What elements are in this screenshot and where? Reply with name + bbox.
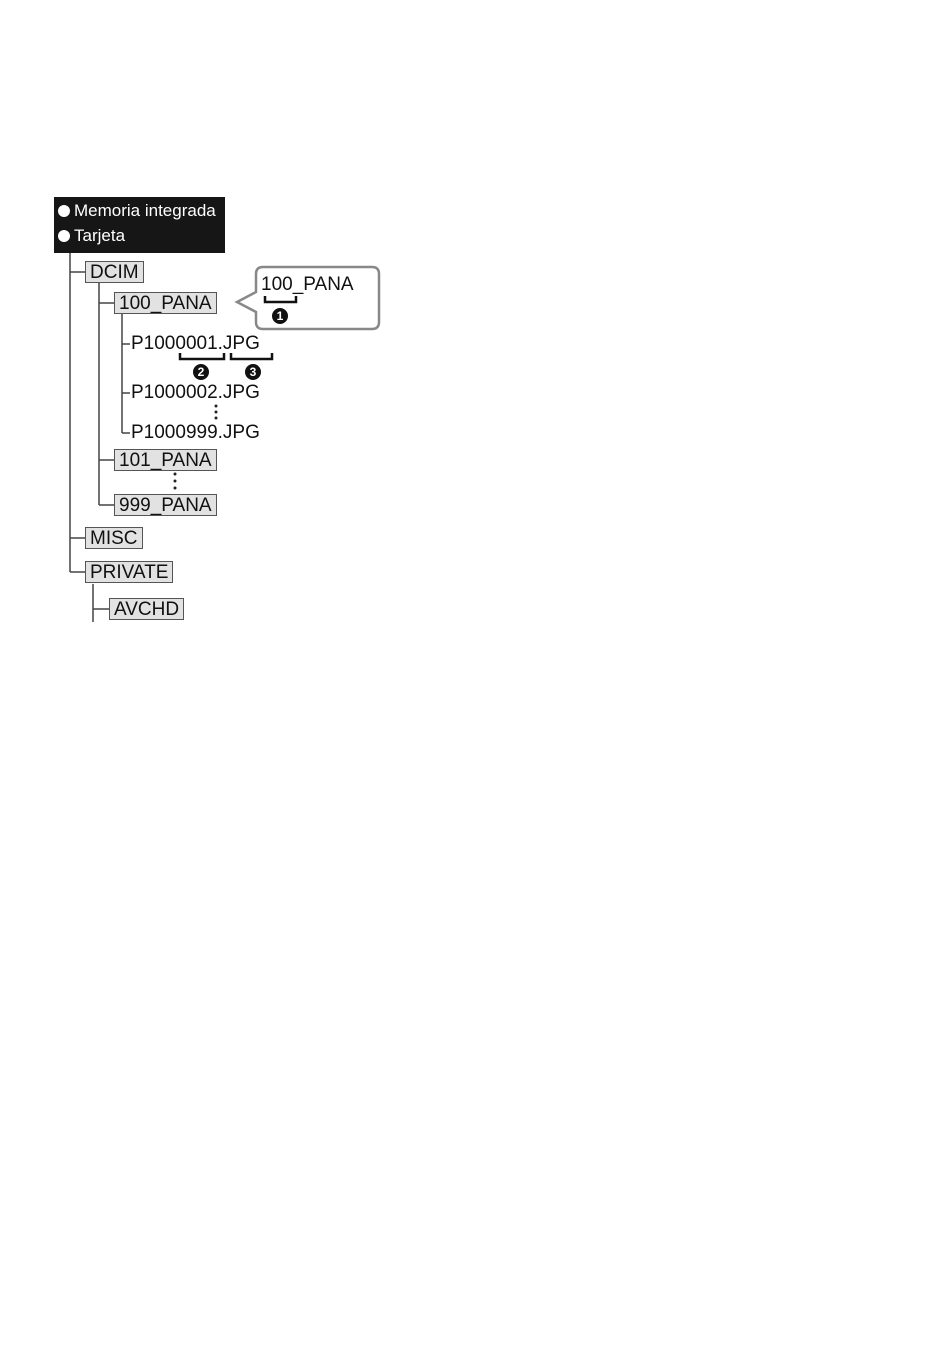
- marker-1: 1: [272, 308, 288, 324]
- callout-folder-name: 100_PANA: [261, 274, 354, 295]
- folder-avchd: AVCHD: [109, 598, 184, 620]
- file-name: P1000001.JPG: [131, 333, 260, 354]
- storage-item-card: [58, 224, 125, 248]
- bullet-icon: [58, 205, 70, 217]
- folder-misc: MISC: [85, 527, 143, 549]
- folder-private: PRIVATE: [85, 561, 173, 583]
- storage-header: [54, 197, 225, 253]
- file-name: P1000002.JPG: [131, 382, 260, 403]
- folder-dcim: DCIM: [85, 261, 144, 283]
- folder-100-pana: 100_PANA: [114, 292, 217, 314]
- marker-2: 2: [193, 364, 209, 380]
- storage-item-internal-memory: [58, 199, 216, 223]
- folder-101-pana: 101_PANA: [114, 449, 217, 471]
- storage-label: Tarjeta: [74, 226, 126, 245]
- bullet-icon: [58, 230, 70, 242]
- folder-999-pana: 999_PANA: [114, 494, 217, 516]
- storage-label: Memoria integrada: [74, 201, 216, 220]
- marker-3: 3: [245, 364, 261, 380]
- file-name: P1000999.JPG: [131, 422, 260, 443]
